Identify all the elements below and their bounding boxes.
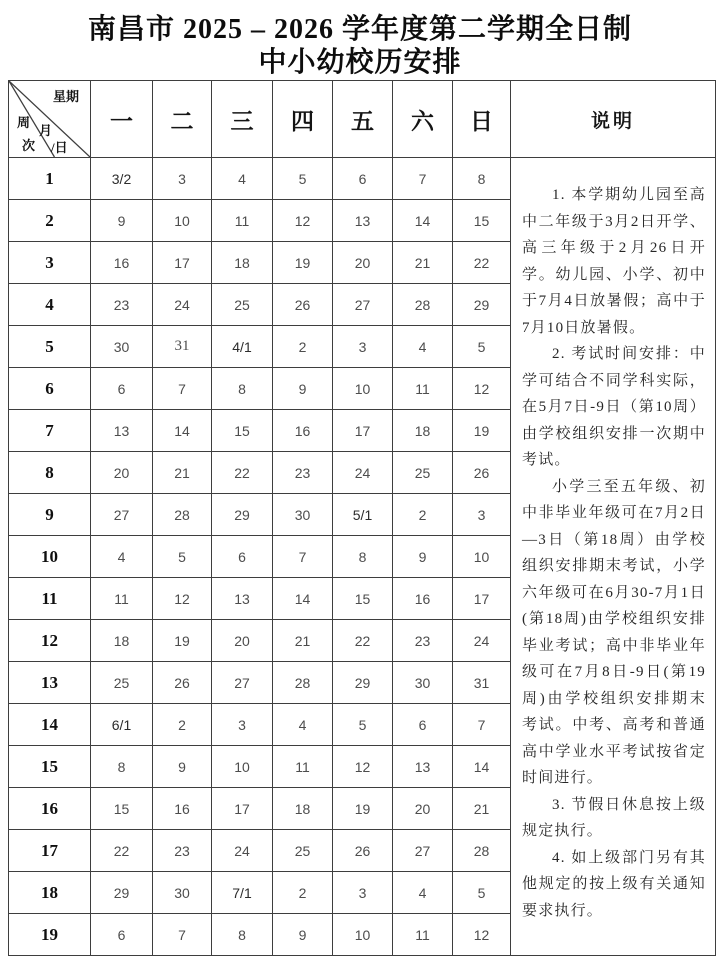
date-cell: 4	[212, 158, 273, 200]
corner-cell	[9, 81, 91, 158]
week-number-cell: 11	[9, 578, 91, 620]
date-cell: 8	[333, 536, 393, 578]
date-cell: 9	[91, 200, 153, 242]
date-cell: 29	[212, 494, 273, 536]
corner-week-label-bottom: 次	[22, 138, 36, 153]
date-cell: 7/1	[212, 872, 273, 914]
date-cell: 25	[273, 830, 333, 872]
date-cell: 14	[153, 410, 212, 452]
weekday-header-fri: 五	[333, 81, 393, 158]
date-cell: 18	[273, 788, 333, 830]
date-cell: 11	[212, 200, 273, 242]
date-cell: 31	[453, 662, 511, 704]
calendar-body	[9, 81, 716, 956]
date-cell: 4	[91, 536, 153, 578]
date-cell: 18	[91, 620, 153, 662]
date-cell: 25	[91, 662, 153, 704]
date-cell: 24	[153, 284, 212, 326]
date-cell: 8	[453, 158, 511, 200]
date-cell: 24	[333, 452, 393, 494]
date-cell: 28	[453, 830, 511, 872]
date-cell: 13	[91, 410, 153, 452]
date-cell: 5	[453, 326, 511, 368]
date-cell: 23	[91, 284, 153, 326]
week-number-cell: 9	[9, 494, 91, 536]
date-cell: 6/1	[91, 704, 153, 746]
week-number-cell: 2	[9, 200, 91, 242]
date-cell: 18	[393, 410, 453, 452]
date-cell: 9	[273, 914, 333, 956]
date-cell: 20	[333, 242, 393, 284]
date-cell: 28	[153, 494, 212, 536]
date-cell: 16	[91, 242, 153, 284]
date-cell: 17	[153, 242, 212, 284]
notes-paragraph: 小学三至五年级、初中非毕业年级可在7月2日—3日（第18周）由学校组织安排期末考试，小学六年级可在6月30-7月1日(第18周)由学校组织安排毕业考试；高中非毕业年级可在7月8日-9日(第19周)由学校组织安排期末考试。中考、高考和普通高中学业水平考试按省定时间进行。	[522, 478, 706, 786]
corner-week-label-top: 周	[17, 115, 31, 130]
weekday-header-wed: 三	[212, 81, 273, 158]
date-cell: 30	[393, 662, 453, 704]
date-cell: 30	[273, 494, 333, 536]
notes-paragraph: 1. 本学期幼儿园至高中二年级于3月2日开学、高三年级于2月26日开学。幼儿园、小学、初中于7月4日放暑假；高中于7月10日放暑假。	[522, 187, 706, 336]
calendar-header-row	[9, 81, 716, 158]
week-number-cell: 10	[9, 536, 91, 578]
date-cell: 9	[393, 536, 453, 578]
date-cell: 27	[333, 284, 393, 326]
date-cell: 29	[91, 872, 153, 914]
date-cell: 10	[333, 914, 393, 956]
week-number-cell: 4	[9, 284, 91, 326]
week-number-cell: 5	[9, 326, 91, 368]
date-cell: 24	[453, 620, 511, 662]
page-title-line2: 中小幼校历安排	[258, 47, 462, 79]
date-cell: 16	[273, 410, 333, 452]
date-cell: 20	[91, 452, 153, 494]
date-cell: 8	[212, 914, 273, 956]
date-cell: 14	[453, 746, 511, 788]
date-cell: 15	[453, 200, 511, 242]
date-cell: 26	[453, 452, 511, 494]
week-number-cell: 12	[9, 620, 91, 662]
date-cell: 19	[333, 788, 393, 830]
date-cell: 12	[273, 200, 333, 242]
week-number-cell: 14	[9, 704, 91, 746]
date-cell: 4	[393, 326, 453, 368]
date-cell: 7	[273, 536, 333, 578]
date-cell: 23	[273, 452, 333, 494]
date-cell: 29	[453, 284, 511, 326]
date-cell: 2	[393, 494, 453, 536]
date-cell: 15	[212, 410, 273, 452]
date-cell: 31	[153, 326, 212, 368]
date-cell: 4/1	[212, 326, 273, 368]
date-cell: 30	[153, 872, 212, 914]
date-cell: 3	[212, 704, 273, 746]
date-cell: 7	[453, 704, 511, 746]
week-number-cell: 1	[9, 158, 91, 200]
date-cell: 11	[393, 914, 453, 956]
date-cell: 12	[153, 578, 212, 620]
corner-month-label: 月	[39, 123, 53, 138]
weekday-header-sun: 日	[453, 81, 511, 158]
week-number-cell: 16	[9, 788, 91, 830]
date-cell: 23	[153, 830, 212, 872]
date-cell: 15	[91, 788, 153, 830]
date-cell: 6	[333, 158, 393, 200]
date-cell: 9	[273, 368, 333, 410]
date-cell: 19	[153, 620, 212, 662]
date-cell: 11	[273, 746, 333, 788]
date-cell: 7	[153, 914, 212, 956]
week-number-cell: 18	[9, 872, 91, 914]
weekday-header-thu: 四	[273, 81, 333, 158]
date-cell: 22	[333, 620, 393, 662]
date-cell: 6	[393, 704, 453, 746]
date-cell: 21	[153, 452, 212, 494]
date-cell: 3/2	[91, 158, 153, 200]
date-cell: 27	[91, 494, 153, 536]
date-cell: 21	[393, 242, 453, 284]
date-cell: 24	[212, 830, 273, 872]
date-cell: 27	[212, 662, 273, 704]
week-number-cell: 13	[9, 662, 91, 704]
notes-paragraph: 3. 节假日休息按上级规定执行。	[522, 796, 706, 839]
date-cell: 3	[333, 326, 393, 368]
calendar-week-row	[9, 158, 716, 200]
date-cell: 18	[212, 242, 273, 284]
date-cell: 22	[453, 242, 511, 284]
date-cell: 27	[393, 830, 453, 872]
date-cell: 4	[393, 872, 453, 914]
date-cell: 23	[393, 620, 453, 662]
date-cell: 17	[453, 578, 511, 620]
notes-cell	[511, 158, 716, 956]
date-cell: 19	[453, 410, 511, 452]
week-number-cell: 7	[9, 410, 91, 452]
date-cell: 4	[273, 704, 333, 746]
date-cell: 3	[153, 158, 212, 200]
page-title-line1: 南昌市 2025 – 2026 学年度第二学期全日制	[87, 14, 632, 45]
date-cell: 5	[153, 536, 212, 578]
date-cell: 12	[453, 914, 511, 956]
date-cell: 5	[453, 872, 511, 914]
date-cell: 13	[212, 578, 273, 620]
date-cell: 26	[333, 830, 393, 872]
date-cell: 20	[212, 620, 273, 662]
date-cell: 7	[153, 368, 212, 410]
date-cell: 2	[273, 326, 333, 368]
date-cell: 19	[273, 242, 333, 284]
date-cell: 2	[273, 872, 333, 914]
date-cell: 21	[273, 620, 333, 662]
date-cell: 14	[273, 578, 333, 620]
date-cell: 22	[91, 830, 153, 872]
date-cell: 13	[333, 200, 393, 242]
notes-paragraph: 2. 考试时间安排：中学可结合不同学科实际，在5月7日-9日（第10周）由学校组织安排一次期中考试。	[522, 346, 706, 468]
date-cell: 26	[273, 284, 333, 326]
week-number-cell: 17	[9, 830, 91, 872]
date-cell: 10	[333, 368, 393, 410]
date-cell: 20	[393, 788, 453, 830]
weekday-header-mon: 一	[91, 81, 153, 158]
date-cell: 2	[153, 704, 212, 746]
weekday-header-sat: 六	[393, 81, 453, 158]
date-cell: 5	[273, 158, 333, 200]
date-cell: 6	[212, 536, 273, 578]
date-cell: 13	[393, 746, 453, 788]
date-cell: 12	[453, 368, 511, 410]
date-cell: 26	[153, 662, 212, 704]
date-cell: 10	[153, 200, 212, 242]
date-cell: 5/1	[333, 494, 393, 536]
date-cell: 28	[393, 284, 453, 326]
date-cell: 11	[91, 578, 153, 620]
date-cell: 16	[153, 788, 212, 830]
week-number-cell: 15	[9, 746, 91, 788]
notes-paragraph: 4. 如上级部门另有其他规定的按上级有关通知要求执行。	[522, 849, 706, 919]
date-cell: 6	[91, 914, 153, 956]
date-cell: 11	[393, 368, 453, 410]
date-cell: 10	[453, 536, 511, 578]
corner-weekday-label: 星期	[52, 89, 79, 104]
date-cell: 30	[91, 326, 153, 368]
week-number-cell: 8	[9, 452, 91, 494]
date-cell: 6	[91, 368, 153, 410]
date-cell: 3	[333, 872, 393, 914]
date-cell: 15	[333, 578, 393, 620]
date-cell: 28	[273, 662, 333, 704]
date-cell: 7	[393, 158, 453, 200]
date-cell: 29	[333, 662, 393, 704]
date-cell: 17	[212, 788, 273, 830]
date-cell: 8	[91, 746, 153, 788]
date-cell: 3	[453, 494, 511, 536]
corner-day-label: /日	[51, 140, 68, 155]
date-cell: 17	[333, 410, 393, 452]
date-cell: 8	[212, 368, 273, 410]
notes-header: 说明	[511, 81, 716, 158]
date-cell: 25	[393, 452, 453, 494]
date-cell: 25	[212, 284, 273, 326]
weekday-header-tue: 二	[153, 81, 212, 158]
date-cell: 5	[333, 704, 393, 746]
week-number-cell: 19	[9, 914, 91, 956]
date-cell: 10	[212, 746, 273, 788]
week-number-cell: 6	[9, 368, 91, 410]
date-cell: 9	[153, 746, 212, 788]
school-calendar-table	[8, 80, 716, 956]
date-cell: 16	[393, 578, 453, 620]
date-cell: 22	[212, 452, 273, 494]
page-title	[0, 13, 720, 79]
date-cell: 21	[453, 788, 511, 830]
week-number-cell: 3	[9, 242, 91, 284]
date-cell: 14	[393, 200, 453, 242]
date-cell: 12	[333, 746, 393, 788]
